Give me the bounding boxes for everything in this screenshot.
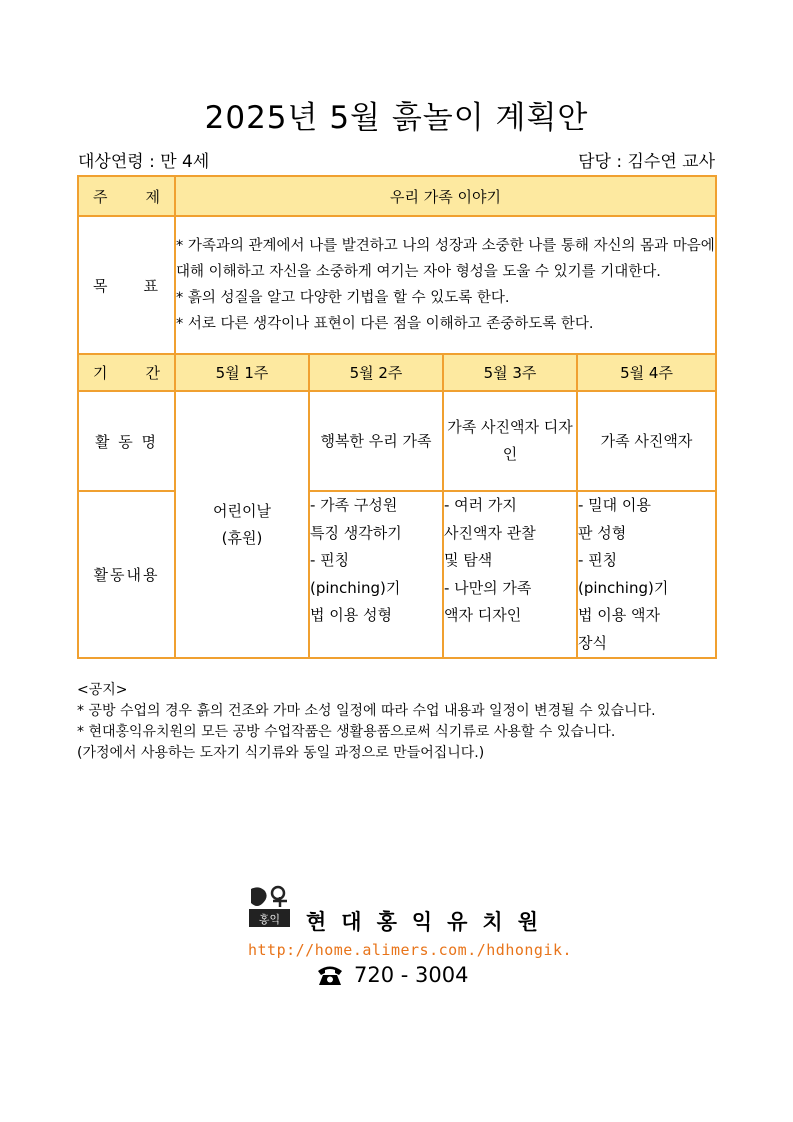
week-3: 5월 3주 [443,354,577,391]
target-age: 대상연령 : 만 4세 [78,152,210,172]
notice-heading: <공지> [77,682,128,698]
school-logo [247,883,292,928]
activity-content-week2: - 가족 구성원 특징 생각하기 - 핀칭 (pinching)기 법 이용 성형 [309,491,443,658]
activity-content-label: 활동내용 [78,491,175,658]
goal-label: 목 표 [78,216,175,354]
plan-table [77,175,717,659]
activity-name-week3: 가족 사진액자 디자인 [443,391,577,491]
goal-item: * 가족과의 관계에서 나를 발견하고 나의 성장과 소중한 나를 통해 자신의 몸과 마음에 대해 이해하고 자신을 소중하게 여기는 자아 형성을 도울 수 있기를 기대한다. [176,238,715,280]
week-1: 5월 1주 [175,354,309,391]
teacher-name: 담당 : 김수연 교사 [578,152,715,172]
theme-value: 우리 가족 이야기 [175,176,716,216]
notice-line: * 공방 수업의 경우 흙의 건조와 가마 소성 일정에 따라 수업 내용과 일정이 변경될 수 있습니다. [77,703,656,719]
notice-section [77,680,719,764]
school-name: 현대홍익유치원 [306,910,554,934]
activity-name-label: 활 동 명 [78,391,175,491]
week-4: 5월 4주 [577,354,716,391]
page-title: 2025년 5월 흙놀이 계획안 [204,100,589,136]
school-url[interactable]: http://home.alimers.com./hdhongik. [248,941,573,959]
week-2: 5월 2주 [309,354,443,391]
period-row [78,354,716,391]
notice-line: * 현대홍익유치원의 모든 공방 수업작품은 생활용품으로써 식기류로 사용할 수 있습니다. [77,724,616,740]
activity-name-row [78,391,716,491]
theme-label: 주 제 [78,176,175,216]
activity-name-week2: 행복한 우리 가족 [309,391,443,491]
notice-line: (가정에서 사용하는 도자기 식기류와 동일 과정으로 만들어집니다.) [77,745,485,761]
activity-content-row [78,491,716,658]
telephone-icon [316,964,344,986]
goal-item: * 서로 다른 생각이나 표현이 다른 점을 이해하고 존중하도록 한다. [176,316,594,332]
holiday-cell: 어린이날 (휴원) [175,391,309,658]
period-label: 기 간 [78,354,175,391]
activity-name-week4: 가족 사진액자 [577,391,716,491]
theme-row [78,176,716,216]
activity-content-week3: - 여러 가지 사진액자 관찰 및 탐색 - 나만의 가족 액자 디자인 [443,491,577,658]
phone-number: 720 - 3004 [316,963,468,987]
svg-text:홍익: 홍익 [258,913,281,926]
goal-item: * 흙의 성질을 알고 다양한 기법을 할 수 있도록 한다. [176,290,510,306]
goal-text [175,216,716,354]
goal-row [78,216,716,354]
activity-content-week4: - 밀대 이용 판 성형 - 핀칭 (pinching)기 법 이용 액자 장식 [577,491,716,658]
